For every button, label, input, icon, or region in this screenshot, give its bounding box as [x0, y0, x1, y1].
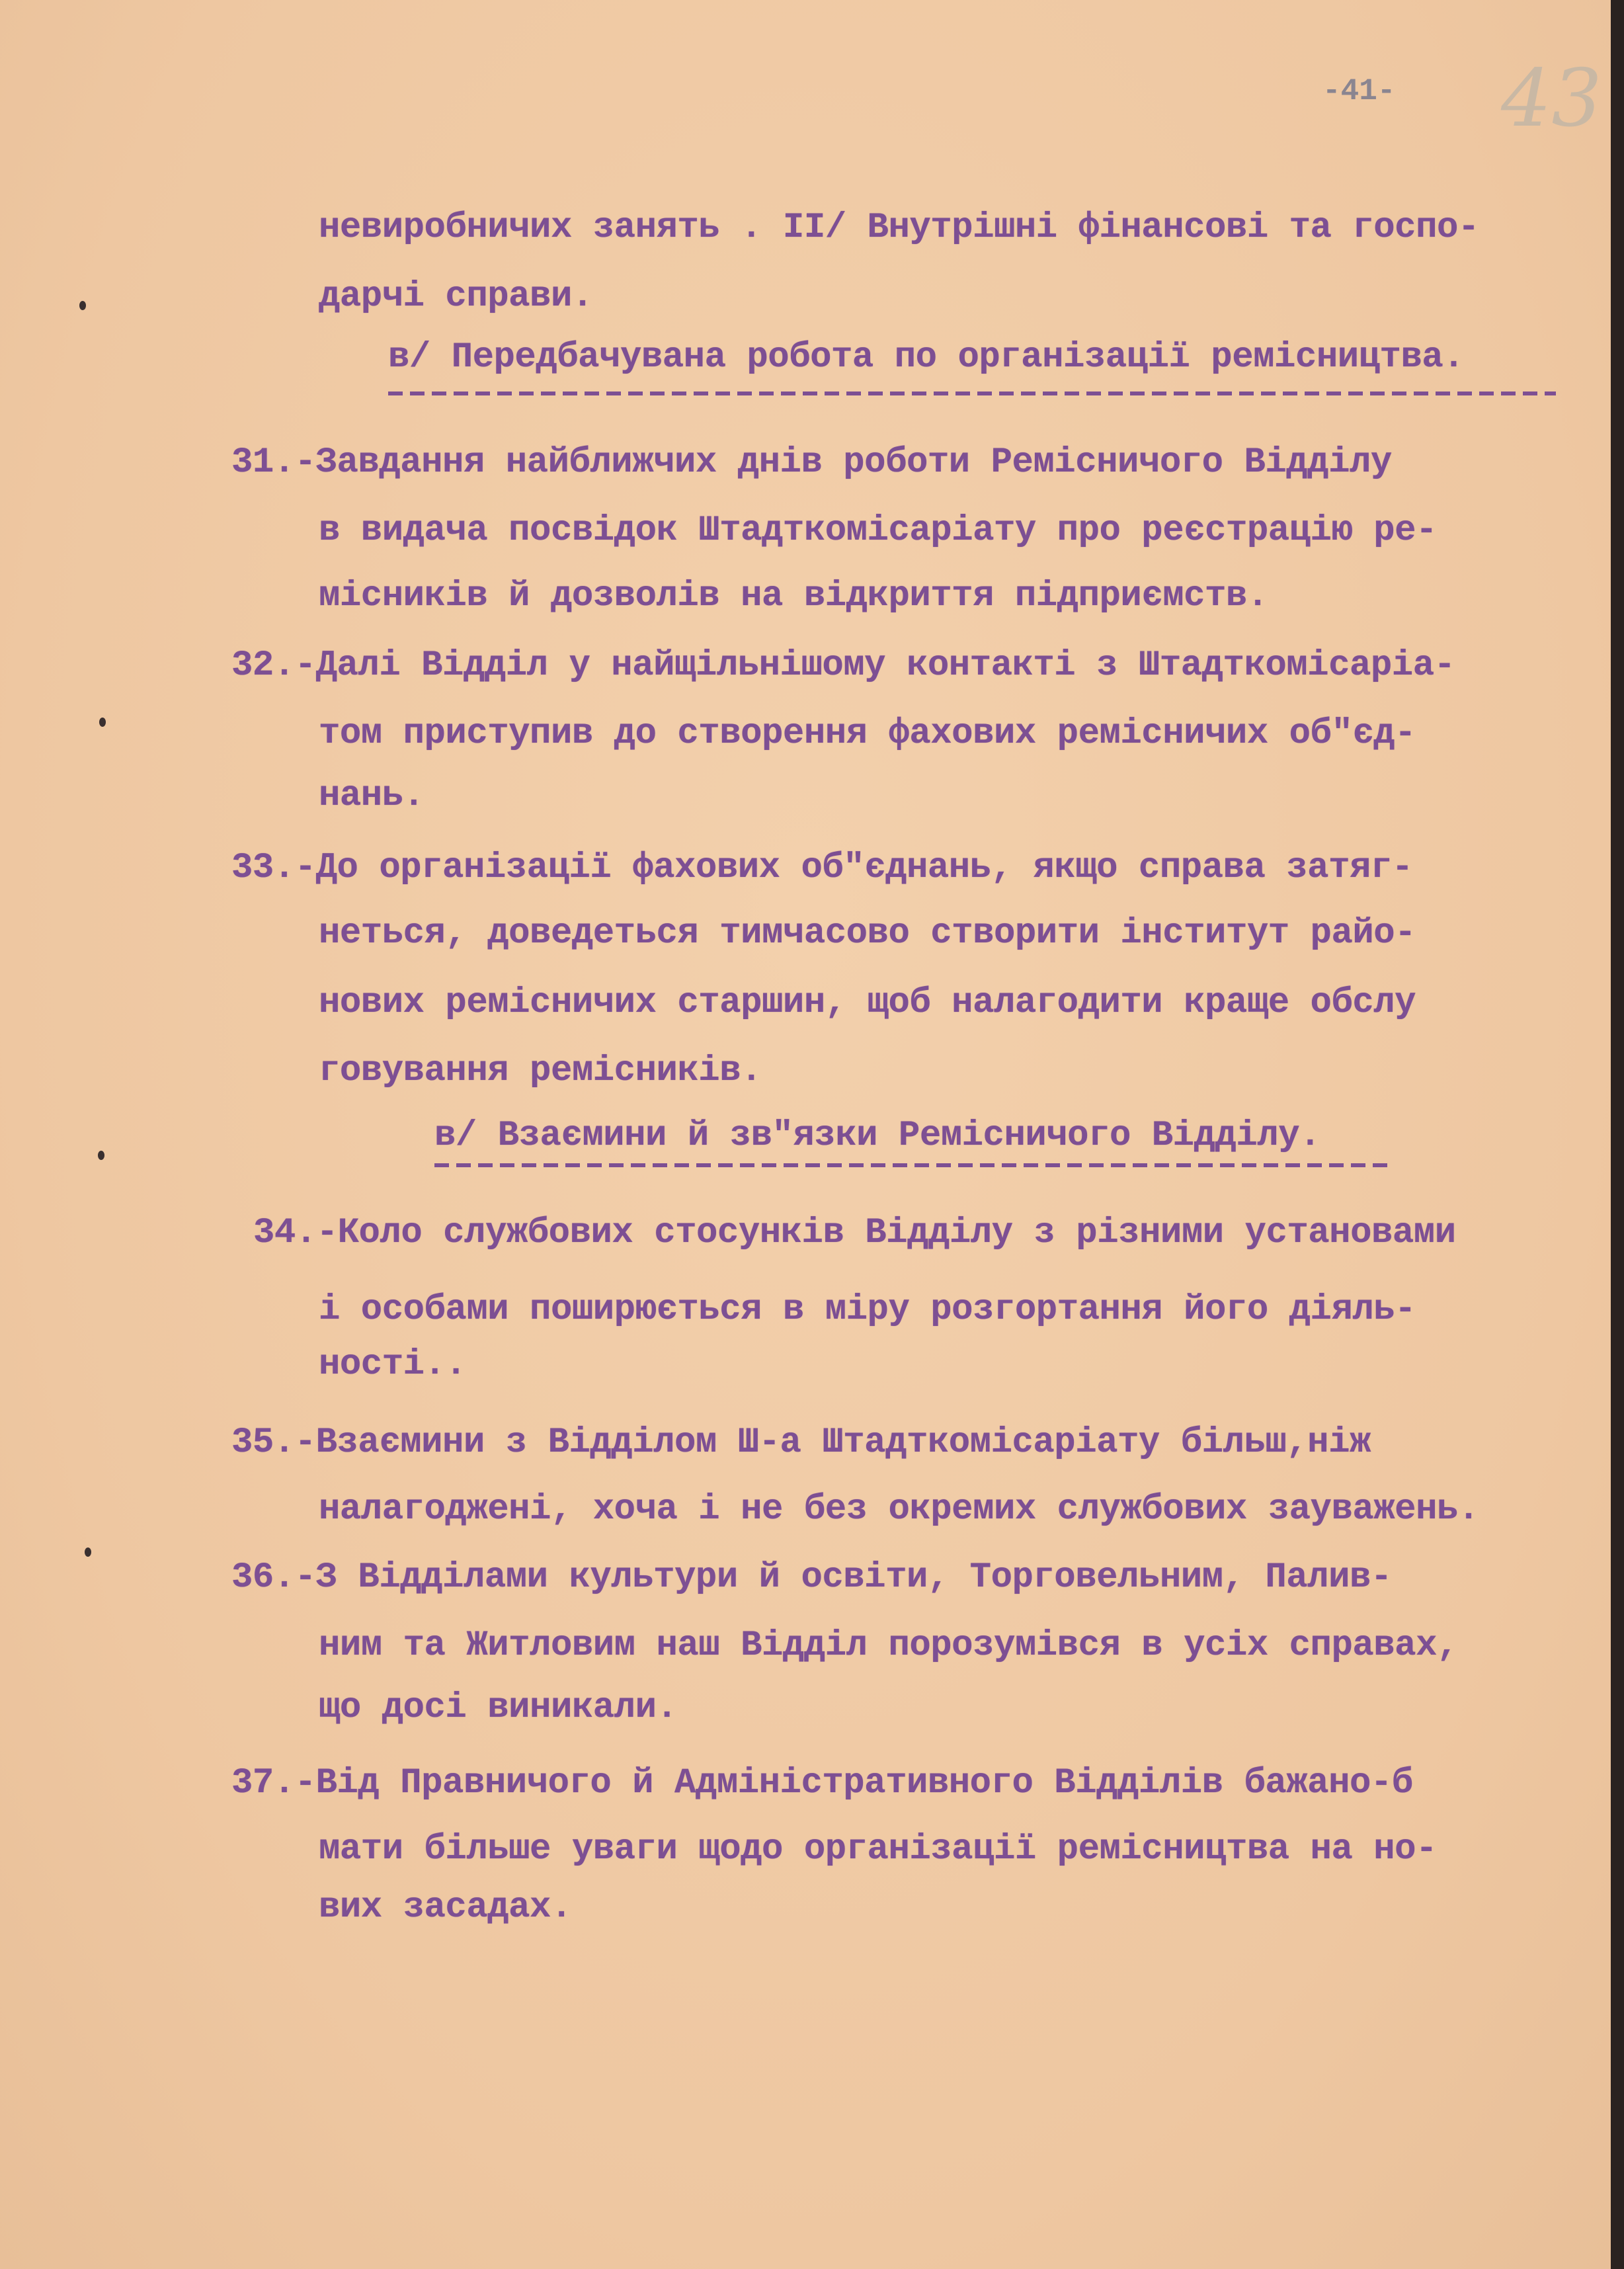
text-line: невиробничих занять . II/ Внутрішні фінансові та госпо- — [319, 208, 1479, 248]
ink-spot — [79, 301, 86, 310]
text-line: мати більше уваги щодо організації ремісництва на но- — [319, 1829, 1437, 1870]
text-line: том приступив до створення фахових ремісничих об"єд- — [319, 714, 1416, 754]
item-37: 37.-Від Правничого й Адміністративного Відділів бажано-б — [231, 1763, 1413, 1803]
page-number: -41- — [1322, 74, 1396, 108]
archive-folio-handwritten: 43 — [1501, 53, 1602, 145]
item-35: 35.-Взаємини з Відділом Ш-а Штадткомісаріату більш,ніж — [231, 1423, 1371, 1463]
section-heading: в/ Передбачувана робота по організації ремісництва. — [388, 337, 1465, 378]
text-line: що досі виникали. — [319, 1688, 678, 1728]
text-line: налагоджені, хоча і не без окремих службових зауважень. — [319, 1489, 1479, 1530]
text-line: дарчі справи. — [319, 276, 593, 317]
text-line: і особами поширюється в міру розгортання його діяль- — [319, 1290, 1416, 1330]
ink-spot — [99, 718, 106, 727]
scan-edge — [1611, 0, 1624, 2269]
text-line: говування ремісників. — [319, 1051, 762, 1091]
item-32: 32.-Далі Відділ у найщільнішому контакті з Штадткомісаріа- — [231, 645, 1455, 686]
heading-underline — [388, 392, 1556, 395]
item-34: 34.-Коло службових стосунків Відділу з різними установами — [253, 1213, 1456, 1253]
item-36: 36.-З Відділами культури й освіти, Торговельним, Палив- — [231, 1557, 1392, 1598]
text-line: місників й дозволів на відкриття підприємств. — [319, 576, 1268, 616]
heading-underline — [434, 1163, 1394, 1167]
text-line: ним та Житловим наш Відділ порозумівся в усіх справах, — [319, 1626, 1458, 1666]
item-31: 31.-Завдання найближчих днів роботи Ремісничого Відділу — [231, 442, 1392, 483]
section-heading: в/ Взаємини й зв"язки Ремісничого Відділу. — [434, 1116, 1321, 1156]
text-line: нових ремісничих старшин, щоб налагодити краще обслу — [319, 983, 1416, 1023]
text-line: неться, доведеться тимчасово створити інститут райо- — [319, 913, 1416, 954]
item-33: 33.-До організації фахових об"єднань, якщо справа затяг- — [231, 848, 1413, 888]
text-line: в видача посвідок Штадткомісаріату про реєстрацію ре- — [319, 511, 1437, 551]
ink-spot — [85, 1547, 91, 1557]
text-line: вих засадах. — [319, 1887, 572, 1928]
ink-spot — [98, 1151, 104, 1160]
text-line: нань. — [319, 776, 425, 816]
text-line: ності.. — [319, 1344, 467, 1385]
